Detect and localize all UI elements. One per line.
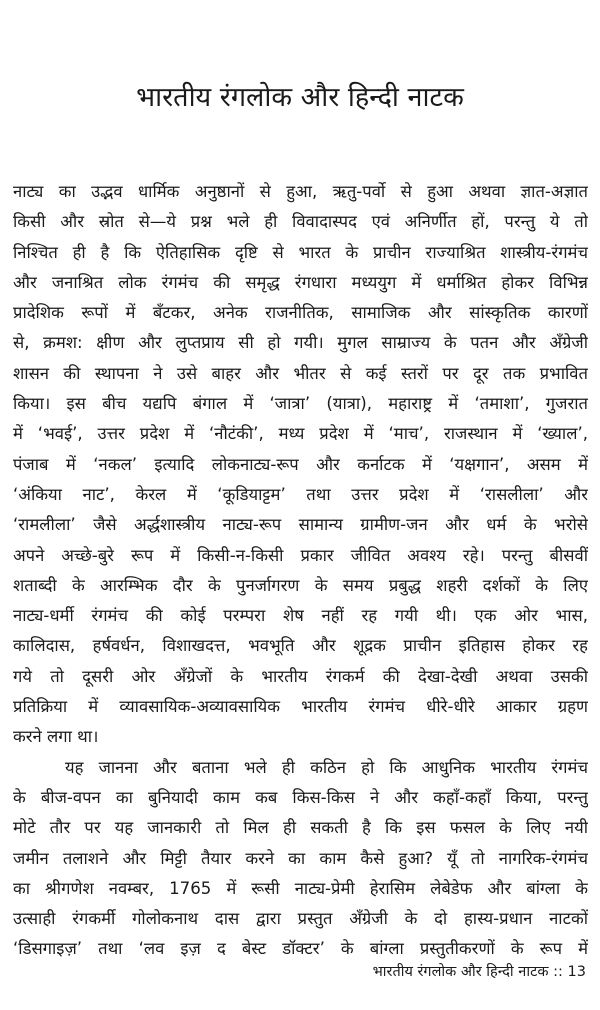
paragraph-1-line: निश्चित ही है कि ऐतिहासिक दृष्टि से भारत के प्राचीन राज्याश्रित शास्त्रीय-रंगमंच (13, 242, 588, 262)
paragraph-1-line: से, क्रमश: क्षीण और लुप्तप्राय सी हो गयी। मुगल साम्राज्य के पतन और अँग्रेजी (13, 333, 588, 353)
paragraph-2-line: मोटे तौर पर यह जानकारी तो मिल ही सकती है कि इस फसल के लिए नयी (13, 818, 588, 838)
footer-running-title: भारतीय रंगलोक और हिन्दी नाटक (372, 964, 549, 980)
paragraph-1-line: नाट्य-धर्मी रंगमंच की कोई परम्परा शेष नहीं रह गयी थी। एक ओर भास, (13, 606, 588, 626)
paragraph-1-line: अपने अच्छे-बुरे रूप में किसी-न-किसी प्रकार जीवित अवश्य रहे। परन्तु बीसवीं (13, 545, 588, 565)
paragraph-1-line: ‘अंकिया नाट’, केरल में ‘कूडियाट्टम’ तथा उत्तर प्रदेश में ‘रासलीला’ और (13, 484, 588, 504)
paragraph-2-line: उत्साही रंगकर्मी गोलोकनाथ दास द्वारा प्रस्तुत अँग्रेजी के दो हास्य-प्रधान नाटकों (13, 909, 588, 929)
paragraph-1-line: में ‘भवई’, उत्तर प्रदेश में ‘नौटंकी’, मध्य प्रदेश में ‘माच’, राजस्थान में ‘ख्याल’, (13, 424, 588, 444)
page-number: 13 (567, 964, 586, 980)
paragraph-1-line: शताब्दी के आरम्भिक दौर के पुनर्जागरण के समय प्रबुद्ध शहरी दर्शकों के लिए (13, 575, 588, 595)
running-footer (373, 962, 586, 982)
paragraph-2-line: का श्रीगणेश नवम्बर, 1765 में रूसी नाट्य-प्रेमी हेरासिम लेबेडेफ और बांग्ला के (13, 878, 588, 898)
paragraph-1-line: ‘रामलीला’ जैसे अर्द्धशास्त्रीय नाट्य-रूप सामान्य ग्रामीण-जन और धर्म के भरोसे (13, 515, 588, 535)
paragraph-2-line: के बीज-वपन का बुनियादी काम कब किस-किस ने और कहाँ-कहाँ किया, परन्तु (13, 787, 588, 807)
chapter-title: भारतीय रंगलोक और हिन्दी नाटक (136, 82, 464, 113)
paragraph-1-line: और जनाश्रित लोक रंगमंच की समृद्ध रंगधारा मध्ययुग में धर्माश्रित होकर विभिन्न (13, 272, 588, 292)
paragraph-2-line: यह जानना और बताना भले ही कठिन हो कि आधुनिक भारतीय रंगमंच (65, 757, 588, 777)
paragraph-1-line: नाट्य का उद्भव धार्मिक अनुष्ठानों से हुआ, ऋतु-पर्वो से हुआ अथवा ज्ञात-अज्ञात (13, 182, 588, 201)
paragraph-1-line: प्रतिक्रिया में व्यावसायिक-अव्यावसायिक भारतीय रंगमंच धीरे-धीरे आकार ग्रहण (13, 697, 588, 717)
paragraph-2-line: ‘डिसगाइज़’ तथा ‘लव इज़ द बेस्ट डॉक्टर’ के बांग्ला प्रस्तुतीकरणों के रूप में (13, 939, 588, 959)
paragraph-1-line: पंजाब में ‘नकल’ इत्यादि लोकनाट्य-रूप और कर्नाटक में ‘यक्षगान’, असम में (13, 454, 588, 474)
body-text (13, 177, 588, 965)
paragraph-1-line: करने लगा था। (13, 727, 99, 747)
paragraph-1-line: कालिदास, हर्षवर्धन, विशाखदत्त, भवभूति और शूद्रक प्राचीन इतिहास होकर रह (13, 636, 588, 656)
paragraph-1-line: प्रादेशिक रूपों में बँटकर, अनेक राजनीतिक, सामाजिक और सांस्कृतिक कारणों (13, 303, 588, 323)
paragraph-1-line: शासन की स्थापना ने उसे बाहर और भीतर से कई स्तरों पर दूर तक प्रभावित (13, 363, 588, 383)
paragraph-1-line: किया। इस बीच यद्यपि बंगाल में ‘जात्रा’ (यात्रा), महाराष्ट्र में ‘तमाशा’, गुजरात (13, 394, 588, 414)
paragraph-1-line: किसी और स्रोत से—ये प्रश्न भले ही विवादास्पद एवं अनिर्णीत हों, परन्तु ये तो (13, 212, 588, 232)
footer-separator: :: (553, 964, 563, 980)
paragraph-1-line: गये तो दूसरी ओर अँग्रेजों के भारतीय रंगकर्म की देखा-देखी अथवा उसकी (13, 666, 588, 686)
paragraph-2-line: जमीन तलाशने और मिट्टी तैयार करने का काम कैसे हुआ? यूँ तो नागरिक-रंगमंच (13, 848, 588, 868)
